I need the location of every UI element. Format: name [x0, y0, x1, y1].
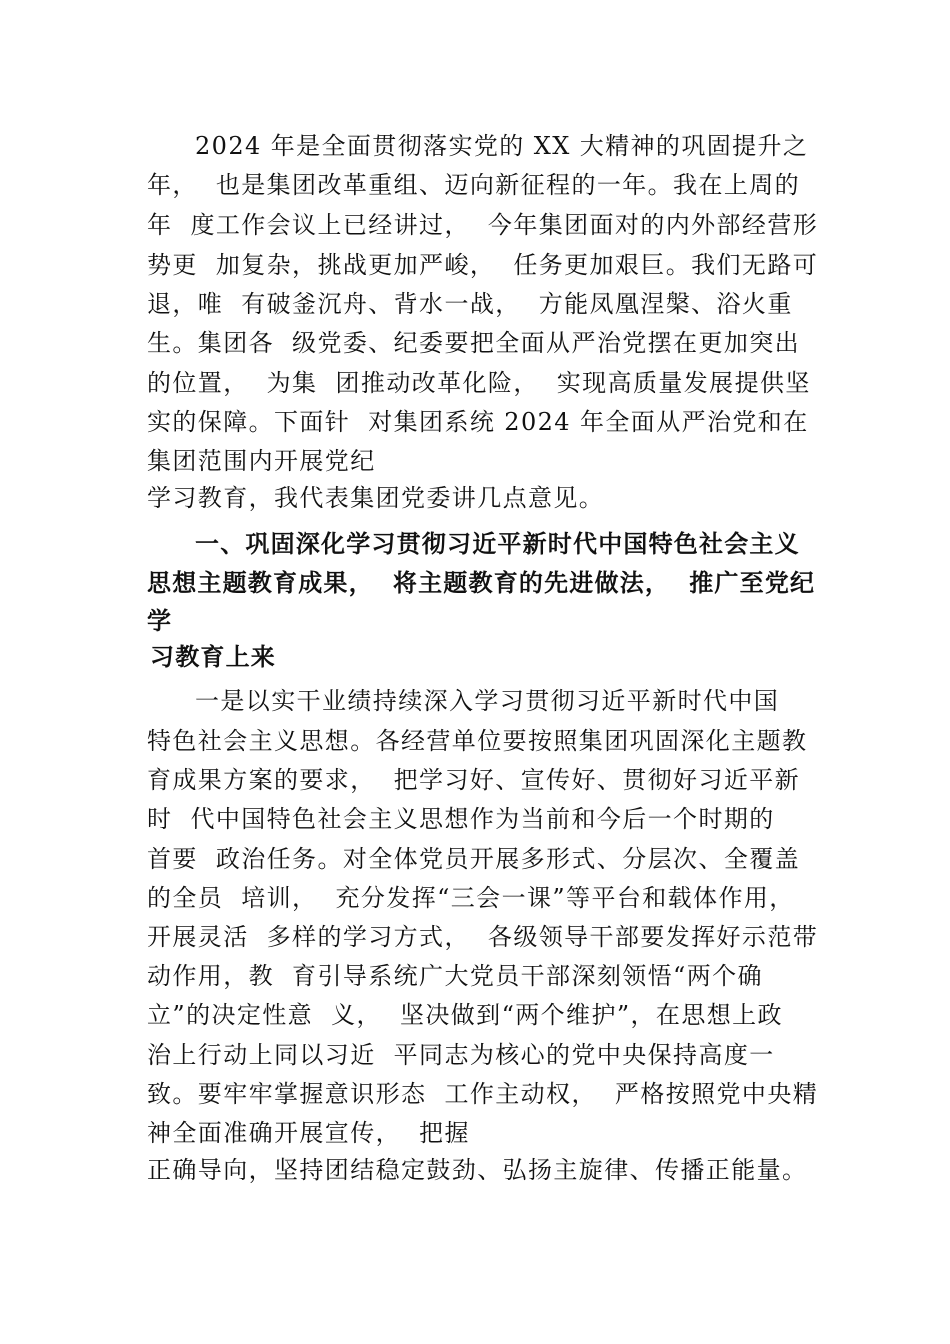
paragraph-line-8: 动作用，教 育引导系统广大党员干部深刻领悟“两个确	[147, 962, 763, 990]
section-heading-line-4: 习教育上来	[150, 643, 276, 671]
intro-line-6: 生。集团各 级党委、纪委要把全面从严治党摆在更加突出	[147, 329, 801, 357]
intro-line-7: 的位置， 为集 团推动改革化险， 实现高质量发展提供坚	[147, 369, 811, 397]
section-heading-line-1: 一、巩固深化学习贯彻习近平新时代中国特色社会主义	[195, 530, 800, 558]
paragraph-line-1: 一是以实干业绩持续深入学习贯彻习近平新时代中国	[195, 687, 780, 715]
paragraph-line-7: 开展灵活 多样的学习方式， 各级领导干部要发挥好示范带	[147, 923, 819, 951]
intro-line-8: 实的保障。下面针 对集团系统 2024 年全面从严治党和在	[147, 408, 809, 436]
paragraph-line-12: 神全面准确开展宣传， 把握	[147, 1119, 470, 1147]
paragraph-line-9: 立”的决定性意 义， 坚决做到“两个维护”，在思想上政	[147, 1001, 783, 1029]
section-heading-line-2: 思想主题教育成果， 将主题教育的先进做法， 推广至党纪	[147, 569, 816, 597]
paragraph-line-10: 治上行动上同以习近 平同志为核心的党中央保持高度一	[147, 1041, 775, 1069]
paragraph-line-13: 正确导向，坚持团结稳定鼓劲、弘扬主旋律、传播正能量。	[147, 1156, 808, 1184]
paragraph-line-5: 首要 政治任务。对全体党员开展多形式、分层次、全覆盖	[147, 845, 801, 873]
paragraph-line-4: 时 代中国特色社会主义思想作为当前和今后一个时期的	[147, 805, 775, 833]
intro-line-1: 2024 年是全面贯彻落实党的 XX 大精神的巩固提升之	[195, 132, 809, 160]
intro-line-10: 学习教育，我代表集团党委讲几点意见。	[147, 484, 605, 512]
intro-line-4: 势更 加复杂，挑战更加严峻， 任务更加艰巨。我们无路可	[147, 251, 819, 279]
intro-line-5: 退，唯 有破釜沉舟、背水一战， 方能凤凰涅槃、浴火重	[147, 290, 793, 318]
section-heading-line-3: 学	[147, 607, 173, 635]
intro-line-2: 年， 也是集团改革重组、迈向新征程的一年。我在上周的	[147, 171, 801, 199]
intro-line-9: 集团范围内开展党纪	[147, 447, 376, 475]
intro-line-3: 年 度工作会议上已经讲过， 今年集团面对的内外部经营形	[147, 211, 819, 239]
paragraph-line-3: 育成果方案的要求， 把学习好、宣传好、贯彻好习近平新	[147, 766, 801, 794]
paragraph-line-6: 的全员 培训， 充分发挥“三会一课”等平台和载体作用，	[147, 884, 795, 912]
paragraph-line-2: 特色社会主义思想。各经营单位要按照集团巩固深化主题教	[147, 727, 808, 755]
paragraph-line-11: 致。要牢牢掌握意识形态 工作主动权， 严格按照党中央精	[147, 1080, 819, 1108]
